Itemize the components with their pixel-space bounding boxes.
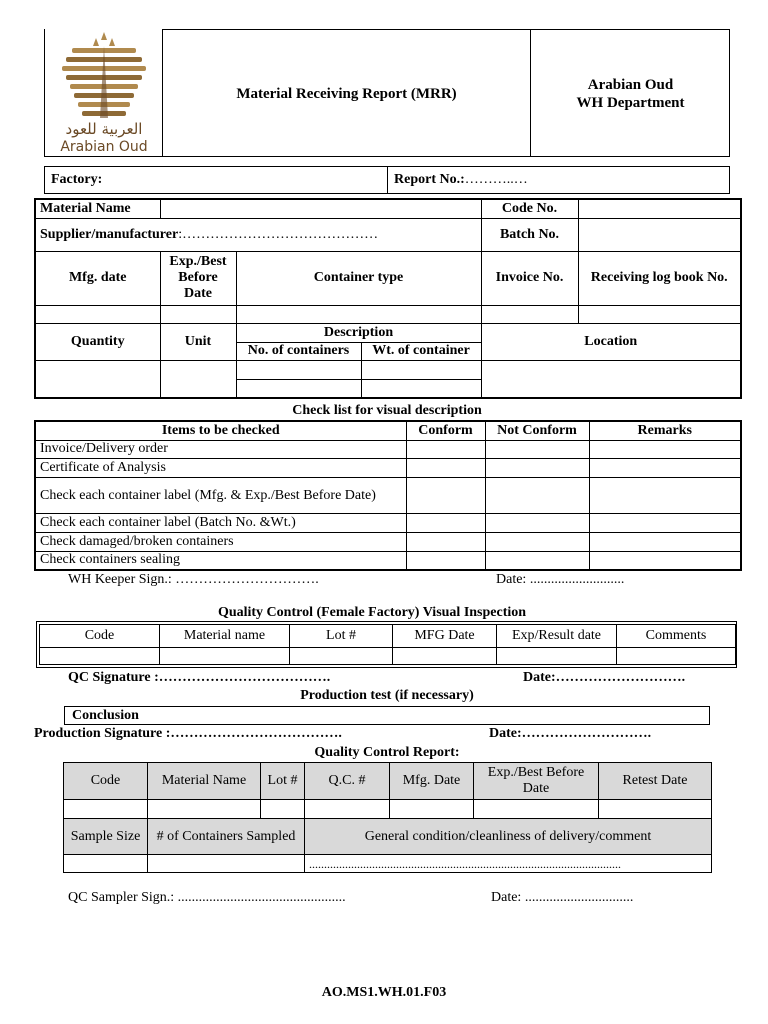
- batch-no-value[interactable]: [578, 218, 741, 251]
- code-no-value[interactable]: [578, 199, 741, 218]
- checklist-header-conform: Conform: [406, 421, 485, 440]
- qc-report-qc-value[interactable]: [305, 800, 390, 819]
- checklist-conform-cell[interactable]: [406, 532, 485, 551]
- supplier-label: Supplier/manufacturer: [40, 226, 179, 242]
- checklist-remarks-cell[interactable]: [589, 551, 741, 570]
- mfg-date-label: Mfg. date: [35, 251, 160, 305]
- checklist-row: [35, 477, 741, 513]
- production-signature[interactable]: Production Signature :……………………………….: [34, 726, 342, 741]
- containers-sampled-value[interactable]: [148, 855, 305, 873]
- unit-value[interactable]: [160, 360, 236, 398]
- location-value[interactable]: [481, 360, 741, 398]
- report-no-dots: ………..…: [464, 172, 528, 187]
- wt-container-label: Wt. of container: [361, 342, 481, 360]
- qc-report-header-code: Code: [64, 763, 148, 800]
- factory-label: Factory:: [51, 172, 103, 187]
- checklist-row: [35, 458, 741, 477]
- checklist-row: [35, 532, 741, 551]
- checklist-title: Check list for visual description: [292, 403, 482, 418]
- supplier-dots: :……………………………………: [178, 226, 379, 242]
- crown-logo-icon: [52, 30, 156, 122]
- receiving-log-label: Receiving log book No.: [578, 251, 741, 305]
- checklist-remarks-cell[interactable]: [589, 477, 741, 513]
- batch-no-label: Batch No.: [481, 218, 578, 251]
- checklist-remarks-cell[interactable]: [589, 440, 741, 458]
- checklist-remarks-cell[interactable]: [589, 532, 741, 551]
- qc-report-header-mfg: Mfg. Date: [390, 763, 474, 800]
- container-type-value[interactable]: [236, 305, 481, 323]
- production-date[interactable]: Date:……………………….: [489, 726, 652, 741]
- checklist-not-conform-cell[interactable]: [485, 551, 589, 570]
- exp-best-before-label: Exp./Best Before Date: [160, 251, 236, 305]
- qc-sampler-sign[interactable]: QC Sampler Sign.: ................................................: [68, 890, 346, 905]
- qc-report-code-value[interactable]: [64, 800, 148, 819]
- qc-visual-material-value[interactable]: [160, 648, 290, 665]
- logo-latin-text: Arabian Oud: [60, 139, 148, 155]
- checklist-header-remarks: Remarks: [589, 421, 741, 440]
- no-containers-value-1[interactable]: [236, 360, 361, 379]
- wt-container-value-1[interactable]: [361, 360, 481, 379]
- checklist-not-conform-cell[interactable]: [485, 513, 589, 532]
- qc-visual-mfg-value[interactable]: [393, 648, 497, 665]
- conclusion-box[interactable]: [64, 706, 710, 725]
- supplier-cell[interactable]: [35, 218, 481, 251]
- wt-container-value-2[interactable]: [361, 379, 481, 398]
- exp-date-value[interactable]: [160, 305, 236, 323]
- qc-visual-table: [39, 624, 736, 665]
- material-name-value[interactable]: [160, 199, 481, 218]
- no-containers-value-2[interactable]: [236, 379, 361, 398]
- wh-keeper-sign[interactable]: WH Keeper Sign.: ………………………….: [68, 572, 319, 587]
- qc-report-header-qc: Q.C. #: [305, 763, 390, 800]
- general-condition-value[interactable]: ........................................................................................................: [305, 855, 712, 873]
- code-no-label: Code No.: [481, 199, 578, 218]
- qc-visual-exp-value[interactable]: [497, 648, 617, 665]
- material-name-label: Material Name: [35, 199, 160, 218]
- invoice-no-label: Invoice No.: [481, 251, 578, 305]
- production-test-title: Production test (if necessary): [300, 688, 474, 703]
- qc-visual-header-code: Code: [40, 625, 160, 648]
- qc-report-mfg-value[interactable]: [390, 800, 474, 819]
- conclusion-label: Conclusion: [72, 708, 139, 723]
- checklist-table: [34, 420, 742, 571]
- qc-visual-lot-value[interactable]: [290, 648, 393, 665]
- checklist-not-conform-cell[interactable]: [485, 477, 589, 513]
- checklist-item: Check damaged/broken containers: [35, 532, 406, 551]
- receiving-log-value[interactable]: [578, 305, 741, 323]
- factory-row-divider: [387, 166, 388, 194]
- sample-size-value[interactable]: [64, 855, 148, 873]
- qc-report-retest-value[interactable]: [599, 800, 712, 819]
- wh-keeper-date[interactable]: Date: ...........................: [496, 572, 625, 587]
- qc-report-title: Quality Control Report:: [314, 745, 460, 760]
- header-logo-bracket-left: [44, 29, 45, 157]
- qc-signature[interactable]: QC Signature :……………………………….: [68, 670, 331, 685]
- checklist-conform-cell[interactable]: [406, 477, 485, 513]
- qc-visual-header-mfg: MFG Date: [393, 625, 497, 648]
- qc-report-header-material: Material Name: [148, 763, 261, 800]
- containers-sampled-label: # of Containers Sampled: [148, 819, 305, 855]
- qc-visual-comments-value[interactable]: [617, 648, 736, 665]
- page-title: Material Receiving Report (MRR): [236, 86, 457, 102]
- checklist-conform-cell[interactable]: [406, 551, 485, 570]
- qc-report-table: [63, 762, 712, 873]
- logo-arabic-text: العربية للعود: [65, 120, 143, 138]
- checklist-conform-cell[interactable]: [406, 513, 485, 532]
- qc-visual-header-exp: Exp/Result date: [497, 625, 617, 648]
- checklist-item: Invoice/Delivery order: [35, 440, 406, 458]
- qc-signature-date[interactable]: Date:……………………….: [523, 670, 686, 685]
- qc-visual-header-material: Material name: [160, 625, 290, 648]
- checklist-remarks-cell[interactable]: [589, 458, 741, 477]
- general-condition-label: General condition/cleanliness of delivery/comment: [305, 819, 712, 855]
- quantity-value[interactable]: [35, 360, 160, 398]
- checklist-not-conform-cell[interactable]: [485, 458, 589, 477]
- checklist-header-items: Items to be checked: [35, 421, 406, 440]
- description-label: Description: [236, 323, 481, 342]
- company-name: Arabian Oud: [587, 77, 674, 93]
- checklist-not-conform-cell[interactable]: [485, 532, 589, 551]
- qc-report-lot-value[interactable]: [261, 800, 305, 819]
- location-label: Location: [481, 323, 741, 360]
- checklist-not-conform-cell[interactable]: [485, 440, 589, 458]
- invoice-no-value[interactable]: [481, 305, 578, 323]
- qc-visual-header-lot: Lot #: [290, 625, 393, 648]
- checklist-conform-cell[interactable]: [406, 458, 485, 477]
- material-table: [34, 198, 742, 399]
- no-containers-label: No. of containers: [236, 342, 361, 360]
- form-code: AO.MS1.WH.01.F03: [321, 985, 447, 1000]
- quantity-label: Quantity: [35, 323, 160, 360]
- qc-report-header-lot: Lot #: [261, 763, 305, 800]
- checklist-item: Certificate of Analysis: [35, 458, 406, 477]
- checklist-header-not-conform: Not Conform: [485, 421, 589, 440]
- checklist-row: [35, 513, 741, 532]
- qc-sampler-date[interactable]: Date: ...............................: [491, 890, 634, 905]
- checklist-item: Check each container label (Batch No. &Wt.): [35, 513, 406, 532]
- qc-visual-code-value[interactable]: [40, 648, 160, 665]
- report-no-label: Report No.:: [394, 172, 465, 187]
- qc-report-exp-value[interactable]: [474, 800, 599, 819]
- checklist-remarks-cell[interactable]: [589, 513, 741, 532]
- qc-report-material-value[interactable]: [148, 800, 261, 819]
- report-no-field[interactable]: [394, 172, 528, 188]
- container-type-label: Container type: [236, 251, 481, 305]
- mfg-date-value[interactable]: [35, 305, 160, 323]
- department-name: WH Department: [576, 95, 685, 111]
- qc-visual-header-comments: Comments: [617, 625, 736, 648]
- checklist-row: [35, 440, 741, 458]
- checklist-item: Check containers sealing: [35, 551, 406, 570]
- sample-size-label: Sample Size: [64, 819, 148, 855]
- checklist-row: [35, 551, 741, 570]
- checklist-item: Check each container label (Mfg. & Exp./Best Before Date): [35, 477, 406, 513]
- qc-report-header-retest: Retest Date: [599, 763, 712, 800]
- unit-label: Unit: [160, 323, 236, 360]
- qc-visual-title: Quality Control (Female Factory) Visual Inspection: [217, 605, 527, 620]
- company-logo: [52, 30, 156, 154]
- checklist-conform-cell[interactable]: [406, 440, 485, 458]
- qc-report-header-exp: Exp./Best Before Date: [474, 763, 599, 800]
